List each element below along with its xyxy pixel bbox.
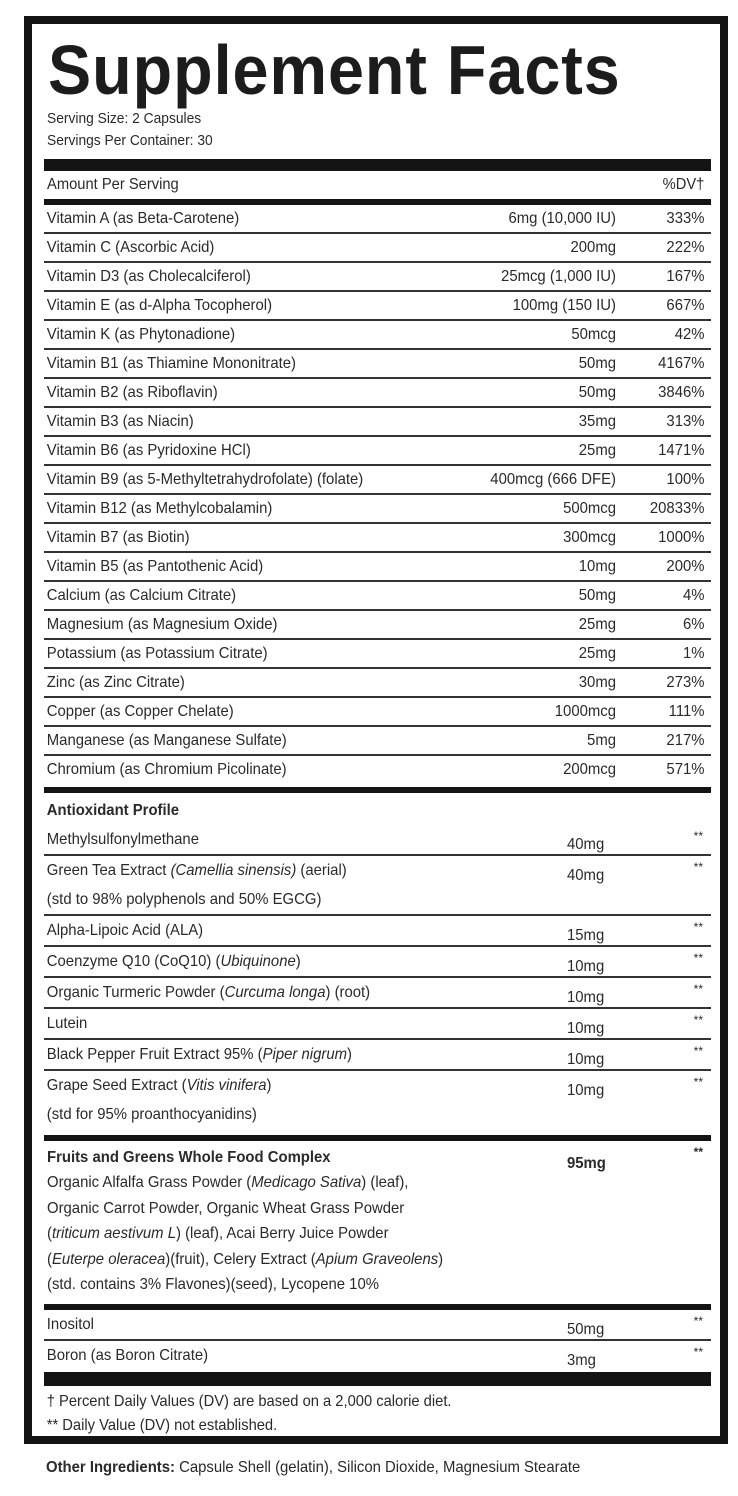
nutrient-amount: 200mcg	[563, 760, 616, 778]
nutrient-dv: 20833%	[649, 499, 705, 517]
name-text: Black Pepper Fruit Extract 95% (	[46, 1046, 263, 1063]
ingredient-amount: 50mg	[567, 1320, 605, 1338]
latin-name: (Camellia sinensis)	[170, 862, 297, 879]
table-row	[44, 263, 711, 292]
nutrient-amount: 5mg	[587, 731, 616, 749]
table-row	[44, 1071, 711, 1129]
thick-divider	[44, 1372, 711, 1386]
nutrient-amount: 25mg	[578, 441, 616, 459]
ingredient-note: (std to 98% polyphenols and 50% EGCG)	[46, 891, 322, 908]
nutrient-dv: 111%	[668, 702, 705, 720]
ingredient-name: Lutein	[46, 1015, 88, 1032]
name-text: Green Tea Extract	[46, 862, 171, 879]
nutrient-amount: 10mg	[578, 557, 616, 575]
other-ingredients-label: Other Ingredients:	[46, 1459, 175, 1476]
other-ingredients	[46, 1456, 580, 1480]
ingredient-amount: 3mg	[567, 1351, 596, 1369]
table-row	[44, 611, 711, 640]
servings-per-container: Servings Per Container: 30	[47, 132, 213, 149]
nutrient-name: Chromium (as Chromium Picolinate)	[46, 760, 287, 778]
nutrient-dv: 1%	[682, 644, 705, 662]
column-header	[44, 171, 711, 199]
nutrient-dv: 4%	[682, 586, 705, 604]
fruits-greens-section	[44, 1141, 711, 1304]
panel-content	[44, 24, 711, 1438]
table-row	[44, 350, 711, 379]
thick-divider	[44, 159, 711, 171]
nutrient-amount: 300mcg	[563, 528, 616, 546]
ingredient-amount: 40mg	[567, 867, 605, 884]
latin-name: Ubiquinone	[220, 953, 296, 970]
ingredient-amount: 10mg	[567, 1020, 605, 1037]
nutrient-dv: 313%	[666, 412, 705, 430]
name-text: Organic Carrot Powder, Organic Wheat Grass Powder	[47, 1199, 405, 1217]
dv-not-established: **	[693, 860, 703, 874]
name-text: )	[266, 1077, 272, 1094]
nutrient-amount: 6mg (10,000 IU)	[508, 209, 616, 227]
latin-name: Vitis vinifera	[186, 1077, 267, 1094]
name-text: (aerial)	[296, 862, 347, 879]
nutrient-dv: 1000%	[658, 528, 705, 546]
table-row	[44, 1310, 711, 1341]
nutrient-name: Vitamin B7 (as Biotin)	[46, 528, 190, 546]
blend-amount: 95mg	[567, 1155, 606, 1172]
dv-not-established: **	[693, 982, 703, 996]
nutrient-amount: 50mg	[578, 586, 616, 604]
nutrient-dv: 217%	[666, 731, 705, 749]
nutrient-dv: 4167%	[658, 354, 705, 372]
table-row	[44, 582, 711, 611]
table-row	[44, 408, 711, 437]
serving-size: Serving Size: 2 Capsules	[47, 110, 202, 127]
footnote-double-star: ** Daily Value (DV) not established.	[46, 1416, 278, 1434]
nutrient-name: Vitamin K (as Phytonadione)	[46, 325, 236, 343]
dv-not-established: **	[693, 1075, 703, 1089]
nutrient-amount: 100mg (150 IU)	[512, 296, 616, 314]
dv-not-established: **	[693, 829, 703, 843]
amount-per-serving-label: Amount Per Serving	[47, 176, 179, 193]
table-row	[44, 437, 711, 466]
name-text: )	[295, 953, 301, 970]
table-row	[44, 1341, 711, 1370]
nutrient-amount: 25mg	[578, 644, 616, 662]
nutrient-amount: 200mg	[570, 238, 616, 256]
nutrient-amount: 25mcg (1,000 IU)	[501, 267, 616, 285]
table-row	[44, 640, 711, 669]
latin-name: Euterpe oleracea	[51, 1250, 166, 1268]
nutrient-name: Magnesium (as Magnesium Oxide)	[46, 615, 278, 633]
nutrient-amount: 30mg	[578, 673, 616, 691]
nutrient-name: Vitamin B6 (as Pyridoxine HCl)	[46, 441, 251, 459]
ingredient-amount: 10mg	[567, 958, 605, 975]
nutrient-name: Vitamin A (as Beta-Carotene)	[46, 209, 240, 227]
nutrient-name: Vitamin C (Ascorbic Acid)	[46, 238, 215, 256]
nutrient-name: Vitamin B3 (as Niacin)	[46, 412, 194, 430]
nutrient-dv: 273%	[666, 673, 705, 691]
table-row	[44, 947, 711, 978]
dv-not-established: **	[693, 1313, 703, 1328]
section-heading: Antioxidant Profile	[46, 802, 180, 819]
blend-line	[47, 1247, 665, 1273]
table-row	[44, 205, 711, 234]
dv-not-established: **	[693, 920, 703, 934]
ingredient-amount: 10mg	[567, 1051, 605, 1068]
name-text: Grape Seed Extract (	[46, 1077, 187, 1094]
ingredient-name: Alpha-Lipoic Acid (ALA)	[46, 922, 204, 939]
nutrient-name: Zinc (as Zinc Citrate)	[46, 673, 185, 691]
nutrient-dv: 667%	[666, 296, 705, 314]
dv-not-established: **	[693, 1044, 703, 1058]
nutrient-dv: 167%	[666, 267, 705, 285]
nutrient-dv: 333%	[666, 209, 705, 227]
table-row	[44, 234, 711, 263]
table-row	[44, 524, 711, 553]
nutrient-name: Potassium (as Potassium Citrate)	[46, 644, 268, 662]
ingredient-amount: 10mg	[567, 1082, 605, 1099]
nutrient-amount: 50mcg	[571, 325, 616, 343]
nutrient-amount: 50mg	[578, 383, 616, 401]
table-row	[44, 825, 711, 856]
nutrient-dv: 100%	[666, 470, 705, 488]
table-row	[44, 379, 711, 408]
table-row	[44, 553, 711, 582]
ingredient-name: Boron (as Boron Citrate)	[46, 1346, 209, 1364]
nutrient-name: Vitamin E (as d-Alpha Tocopherol)	[46, 296, 273, 314]
nutrient-dv: 200%	[666, 557, 705, 575]
table-row	[44, 978, 711, 1009]
nutrient-amount: 400mcg (666 DFE)	[490, 470, 616, 488]
supplement-facts-panel	[24, 16, 728, 1444]
blend-line	[47, 1221, 665, 1247]
antioxidant-profile-section	[44, 793, 711, 1129]
table-row	[44, 856, 711, 916]
name-text: (	[47, 1225, 52, 1242]
latin-name: Medicago Sativa	[251, 1174, 362, 1191]
table-row	[44, 495, 711, 524]
nutrient-name: Vitamin B9 (as 5-Methyltetrahydrofolate) (folate)	[46, 470, 364, 488]
table-row	[44, 916, 711, 947]
name-text: (	[47, 1250, 52, 1268]
table-row	[44, 1040, 711, 1071]
name-text: ) (leaf),	[361, 1174, 409, 1191]
table-row	[44, 292, 711, 321]
nutrient-amount: 1000mcg	[554, 702, 616, 720]
ingredient-amount: 10mg	[567, 989, 605, 1006]
latin-name: Piper nigrum	[262, 1046, 347, 1063]
nutrient-name: Vitamin D3 (as Cholecalciferol)	[46, 267, 251, 285]
table-row	[44, 321, 711, 350]
panel-title: Supplement Facts	[48, 31, 621, 109]
nutrient-dv: 3846%	[658, 383, 705, 401]
vitamins-minerals-table	[44, 205, 711, 783]
name-text: ) (leaf), Acai Berry Juice Powder	[175, 1225, 389, 1242]
nutrient-name: Vitamin B2 (as Riboflavin)	[46, 383, 218, 401]
name-text: Organic Turmeric Powder (	[46, 984, 225, 1001]
nutrient-amount: 500mcg	[563, 499, 616, 517]
nutrient-dv: 42%	[674, 325, 705, 343]
nutrient-name: Calcium (as Calcium Citrate)	[46, 586, 237, 604]
nutrient-name: Vitamin B1 (as Thiamine Mononitrate)	[46, 354, 297, 372]
nutrient-amount: 50mg	[578, 354, 616, 372]
blend-line	[47, 1272, 665, 1298]
nutrient-name: Vitamin B5 (as Pantothenic Acid)	[46, 557, 264, 575]
nutrient-name: Vitamin B12 (as Methylcobalamin)	[46, 499, 273, 517]
dv-not-established: **	[693, 1013, 703, 1027]
name-text: )	[438, 1250, 444, 1268]
dv-not-established: **	[693, 1344, 703, 1359]
nutrient-dv: 1471%	[658, 441, 705, 459]
ingredient-name: Inositol	[46, 1315, 94, 1333]
name-text: Organic Alfalfa Grass Powder (	[47, 1174, 252, 1191]
footnote-dagger: † Percent Daily Values (DV) are based on a 2,000 calorie diet.	[46, 1392, 452, 1410]
dv-label: %DV†	[662, 176, 704, 193]
latin-name: Curcuma longa	[224, 984, 326, 1001]
name-text: ) (root)	[325, 984, 371, 1001]
table-row	[44, 1009, 711, 1040]
name-text: Coenzyme Q10 (CoQ10) (	[46, 953, 221, 970]
table-row	[44, 727, 711, 756]
latin-name: Apium Graveolens	[315, 1250, 439, 1268]
nutrient-dv: 571%	[666, 760, 705, 778]
blend-line	[47, 1170, 665, 1196]
other-ingredients-text: Capsule Shell (gelatin), Silicon Dioxide, Magnesium Stearate	[174, 1459, 581, 1476]
table-row	[44, 698, 711, 727]
nutrient-dv: 6%	[682, 615, 705, 633]
section-heading: Fruits and Greens Whole Food Complex	[47, 1149, 331, 1166]
other-items-section	[44, 1310, 711, 1370]
blend-line	[47, 1196, 665, 1222]
ingredient-note: (std for 95% proanthocyanidins)	[46, 1106, 257, 1123]
ingredient-amount: 15mg	[567, 927, 605, 944]
name-text: )	[346, 1046, 352, 1063]
dv-not-established: **	[693, 951, 703, 965]
nutrient-dv: 222%	[666, 238, 705, 256]
latin-name: triticum aestivum L	[51, 1225, 176, 1242]
table-row	[44, 669, 711, 698]
nutrient-amount: 25mg	[578, 615, 616, 633]
nutrient-name: Copper (as Copper Chelate)	[46, 702, 234, 720]
name-text: (std. contains 3% Flavones)(seed), Lycopene 10%	[47, 1276, 379, 1293]
nutrient-amount: 35mg	[578, 412, 616, 430]
ingredient-amount: 40mg	[567, 836, 605, 853]
table-row	[44, 756, 711, 783]
table-row	[44, 466, 711, 495]
nutrient-name: Manganese (as Manganese Sulfate)	[46, 731, 287, 749]
ingredient-name: Methylsulfonylmethane	[46, 831, 199, 848]
name-text: )(fruit), Celery Extract (	[165, 1250, 316, 1268]
dv-not-established: **	[693, 1145, 703, 1159]
